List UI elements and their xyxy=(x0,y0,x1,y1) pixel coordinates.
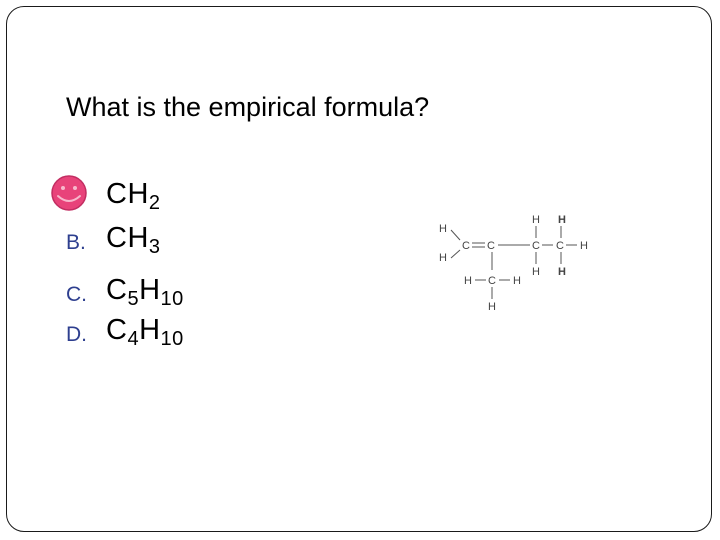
atom-h: H xyxy=(532,214,540,226)
atom-h: H xyxy=(488,301,496,313)
atom-h: H xyxy=(558,214,566,226)
atom-h: H xyxy=(439,223,447,235)
atom-h: H xyxy=(532,266,540,278)
atom-c: C xyxy=(487,240,495,252)
option-b-formula: $CH_3$ xyxy=(106,222,161,258)
atom-h: H xyxy=(439,252,447,264)
atom-c: C xyxy=(488,275,496,287)
atom-h: H xyxy=(558,266,566,278)
structural-formula-diagram xyxy=(434,208,604,318)
option-c-formula: $C_5H_{10}$ xyxy=(106,274,184,310)
option-a-formula: $CH_2$ xyxy=(106,178,161,214)
atom-c: C xyxy=(462,240,470,252)
option-d-formula: $C_4H_{10}$ xyxy=(106,314,184,350)
atom-c: C xyxy=(556,240,564,252)
question-text: What is the empirical formula? xyxy=(66,92,430,122)
atom-h: H xyxy=(464,275,472,287)
atom-h: H xyxy=(513,275,521,287)
option-c-letter: C. xyxy=(66,283,87,306)
smiley-face-icon xyxy=(49,173,89,213)
option-d-letter: D. xyxy=(66,323,87,346)
atom-c: C xyxy=(532,240,540,252)
slide-frame xyxy=(6,6,712,532)
atom-h: H xyxy=(580,240,588,252)
option-b-letter: B. xyxy=(66,231,86,254)
